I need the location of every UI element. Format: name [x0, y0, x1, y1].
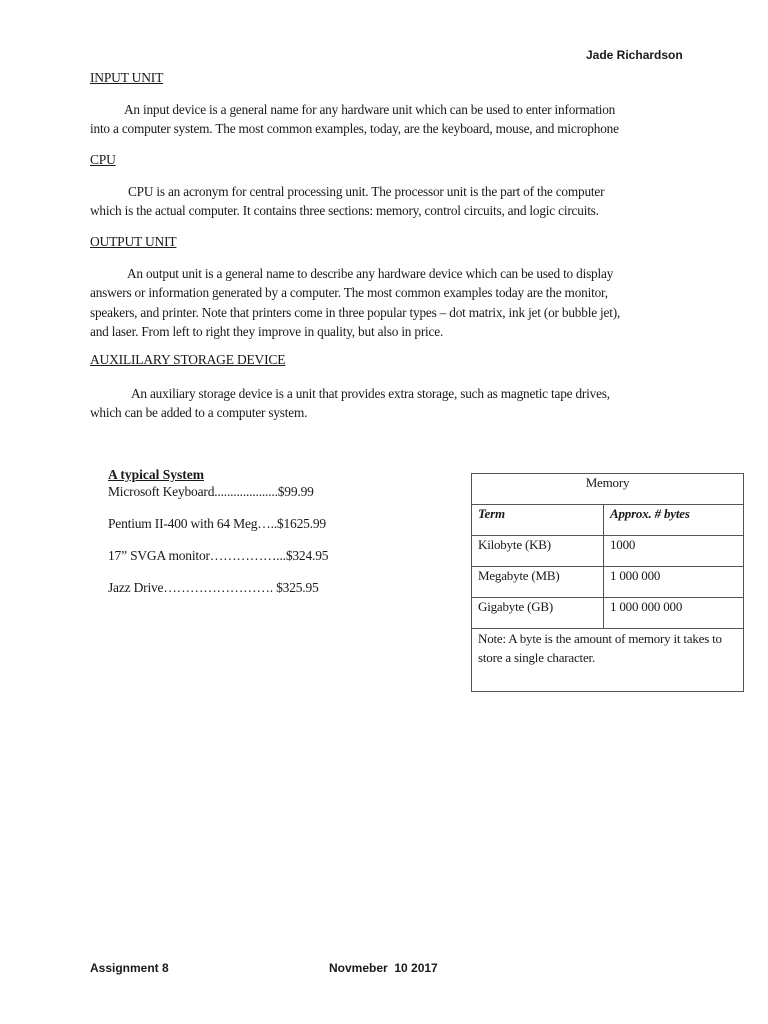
footer-assignment: Assignment 8: [90, 961, 169, 975]
system-item: 17” SVGA monitor……………...$324.95: [108, 548, 329, 563]
table-row: [472, 567, 744, 598]
table-row: [472, 598, 744, 629]
system-item: Pentium II-400 with 64 Meg…..$1625.99: [108, 516, 326, 531]
paragraph-line: An auxiliary storage device is a unit that provides extra storage, such as magnetic tape drives,: [131, 386, 610, 401]
table-cell-term: Megabyte (MB): [472, 567, 604, 598]
paragraph-line: and laser. From left to right they improve in quality, but also in price.: [90, 323, 444, 339]
table-row: [472, 536, 744, 567]
heading-output-unit: OUTPUT UNIT: [90, 234, 177, 249]
heading-input-unit: INPUT UNIT: [90, 70, 164, 85]
table-header-row: [472, 505, 744, 536]
paragraph-line: answers or information generated by a computer. The most common examples today are the monitor,: [90, 285, 608, 301]
paragraph-line: An output unit is a general name to describe any hardware device which can be used to display: [127, 266, 614, 281]
paragraph-output-unit: [90, 264, 680, 341]
heading-cpu: CPU: [90, 152, 116, 167]
paragraph-auxiliary-storage: [90, 384, 680, 423]
system-item: Microsoft Keyboard....................$99.99: [108, 484, 314, 499]
table-header-bytes: Approx. # bytes: [604, 505, 744, 536]
table-cell-term: Gigabyte (GB): [472, 598, 604, 629]
table-note-row: [472, 629, 744, 692]
typical-system-list: [108, 466, 328, 596]
memory-table: [471, 473, 744, 692]
paragraph-cpu: [90, 182, 680, 221]
paragraph-line: which is the actual computer. It contains three sections: memory, control circuits, and logic circuits.: [90, 203, 599, 219]
table-cell-bytes: 1 000 000: [604, 567, 744, 598]
memory-table-note: Note: A byte is the amount of memory it takes to store a single character.: [472, 629, 744, 692]
paragraph-line: which can be added to a computer system.: [90, 405, 308, 421]
paragraph-line: An input device is a general name for any hardware unit which can be used to enter information: [124, 102, 616, 117]
paragraph-input-unit: [90, 100, 680, 139]
footer-date: Novmeber 10 2017: [329, 961, 438, 975]
memory-table-caption: Memory: [472, 474, 744, 505]
paragraph-line: CPU is an acronym for central processing unit. The processor unit is the part of the computer: [128, 184, 605, 199]
table-cell-bytes: 1000: [604, 536, 744, 567]
table-header-term: Term: [472, 505, 604, 536]
table-cell-bytes: 1 000 000 000: [604, 598, 744, 629]
system-item: Jazz Drive……………………. $325.95: [108, 580, 319, 595]
heading-auxiliary-storage: AUXILILARY STORAGE DEVICE: [90, 352, 286, 367]
table-cell-term: Kilobyte (KB): [472, 536, 604, 567]
paragraph-line: into a computer system. The most common examples, today, are the keyboard, mouse, and microphone: [90, 121, 619, 137]
typical-system-title: A typical System: [108, 467, 204, 482]
paragraph-line: speakers, and printer. Note that printers come in three popular types – dot matrix, ink jet (or bubble jet),: [90, 304, 621, 320]
table-row: [472, 474, 744, 505]
author-name: Jade Richardson: [586, 48, 683, 62]
